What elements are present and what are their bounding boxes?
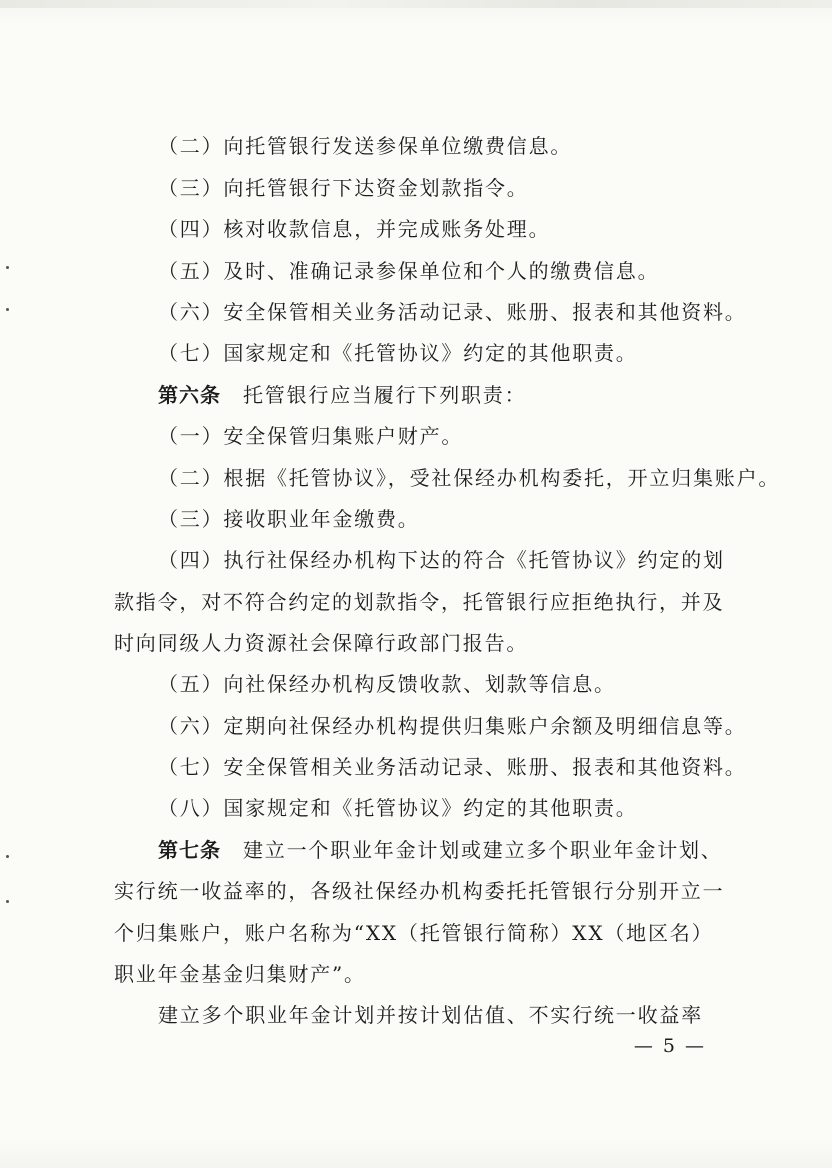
article-6-heading: 第六条 xyxy=(158,383,221,407)
bank-duty-line-2: （二）根据《托管协议》，受社保经办机构委托，开立归集账户。 xyxy=(158,466,781,490)
article-7-heading: 第七条 xyxy=(158,838,221,862)
bank-duty-line-5: （五）向社保经办机构反馈收款、划款等信息。 xyxy=(158,672,616,696)
scan-speck xyxy=(6,855,9,858)
duty-line-4: （四）核对收款信息，并完成账务处理。 xyxy=(158,217,551,241)
bank-duty-line-7: （七）安全保管相关业务活动记录、账册、报表和其他资料。 xyxy=(158,755,747,779)
duty-line-6: （六）安全保管相关业务活动记录、账册、报表和其他资料。 xyxy=(158,300,747,324)
scan-top-edge xyxy=(0,0,832,8)
scan-speck xyxy=(6,308,9,311)
bank-duty-line-4: （四）执行社保经办机构下达的符合《托管协议》约定的划 xyxy=(158,548,725,572)
duty-line-2: （二）向托管银行发送参保单位缴费信息。 xyxy=(158,134,573,158)
scan-speck xyxy=(6,900,9,903)
scan-speck xyxy=(6,266,9,269)
bank-duty-line-4-cont-1: 款指令，对不符合约定的划款指令，托管银行应拒绝执行，并及 xyxy=(114,590,725,614)
bank-duty-line-1: （一）安全保管归集账户财产。 xyxy=(158,424,464,448)
article-7-text: 建立一个职业年金计划或建立多个职业年金计划、 xyxy=(243,838,723,862)
page-number: — 5 — xyxy=(633,1035,706,1057)
bank-duty-line-3: （三）接收职业年金缴费。 xyxy=(158,507,420,531)
article-6-text: 托管银行应当履行下列职责： xyxy=(243,383,527,407)
bank-duty-line-6: （六）定期向社保经办机构提供归集账户余额及明细信息等。 xyxy=(158,714,747,738)
duty-line-7: （七）国家规定和《托管协议》约定的其他职责。 xyxy=(158,341,638,365)
duty-line-5: （五）及时、准确记录参保单位和个人的缴费信息。 xyxy=(158,259,660,283)
article-7-cont-1: 实行统一收益率的，各级社保经办机构委托托管银行分别开立一 xyxy=(114,879,725,903)
duty-line-3: （三）向托管银行下达资金划款指令。 xyxy=(158,176,529,200)
article-7-cont-3: 职业年金基金归集财产”。 xyxy=(114,962,366,986)
article-7-para-2: 建立多个职业年金计划并按计划估值、不实行统一收益率 xyxy=(158,1003,703,1027)
article-7-line xyxy=(158,838,723,862)
bank-duty-line-4-cont-2: 时向同级人力资源社会保障行政部门报告。 xyxy=(114,631,529,655)
bank-duty-line-8: （八）国家规定和《托管协议》约定的其他职责。 xyxy=(158,796,638,820)
article-7-cont-2: 个归集账户，账户名称为“XX（托管银行简称）XX（地区名） xyxy=(114,921,714,945)
article-6-line xyxy=(158,383,526,407)
